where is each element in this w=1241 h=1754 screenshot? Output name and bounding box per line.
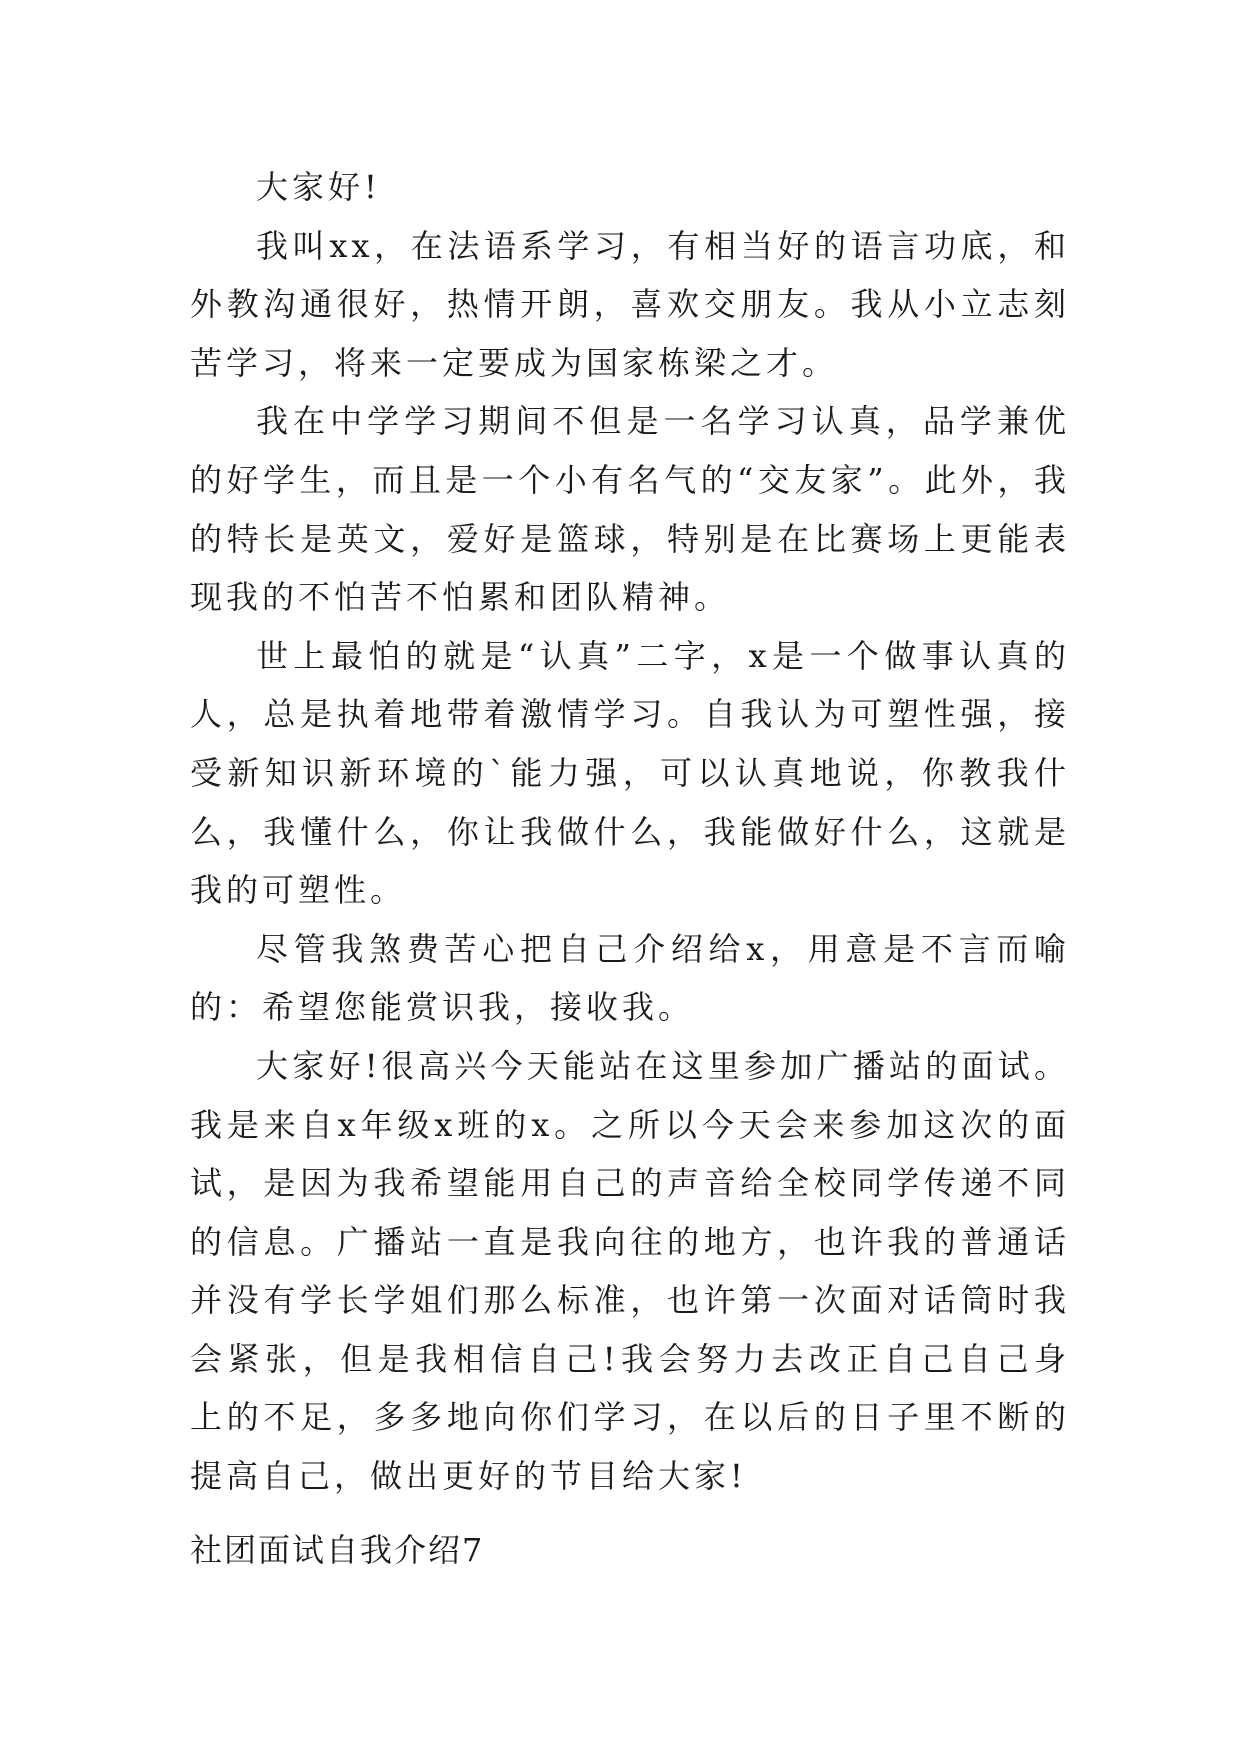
paragraph-intro: 我叫xx，在法语系学习，有相当好的语言功底，和外教沟通很好，热情开朗，喜欢交朋友。我从小立志刻苦学习，将来一定要成为国家栋梁之才。 [190, 226, 1070, 382]
paragraph-greeting: 大家好! [256, 168, 381, 206]
paragraph-hope: 尽管我煞费苦心把自己介绍给x，用意是不言而喻的：希望您能赏识我，接收我。 [190, 929, 1070, 1027]
document-body [190, 158, 1070, 1506]
paragraph-earnest: 世上最怕的就是“认真”二字，x是一个做事认真的人，总是执着地带着激情学习。自我认为可塑性强，接受新知识新环境的`能力强，可以认真地说，你教我什么，我懂什么，你让我做什么，我能做好什么，这就是我的可塑性。 [190, 636, 1070, 910]
paragraph-school: 我在中学学习期间不但是一名学习认真，品学兼优的好学生，而且是一个小有名气的“交友家”。此外，我的特长是英文，爱好是篮球，特别是在比赛场上更能表现我的不怕苦不怕累和团队精神。 [190, 402, 1070, 617]
section-heading: 社团面试自我介绍7 [190, 1531, 485, 1569]
paragraph-broadcast: 大家好!很高兴今天能站在这里参加广播站的面试。我是来自x年级x班的x。之所以今天会来参加这次的面试，是因为我希望能用自己的声音给全校同学传递不同的信息。广播站一直是我向往的地方，也许我的普通话并没有学长学姐们那么标准，也许第一次面对话筒时我会紧张，但是我相信自己!我会努力去改正自己自己身上的不足，多多地向你们学习，在以后的日子里不断的提高自己，做出更好的节目给大家! [190, 1046, 1070, 1496]
